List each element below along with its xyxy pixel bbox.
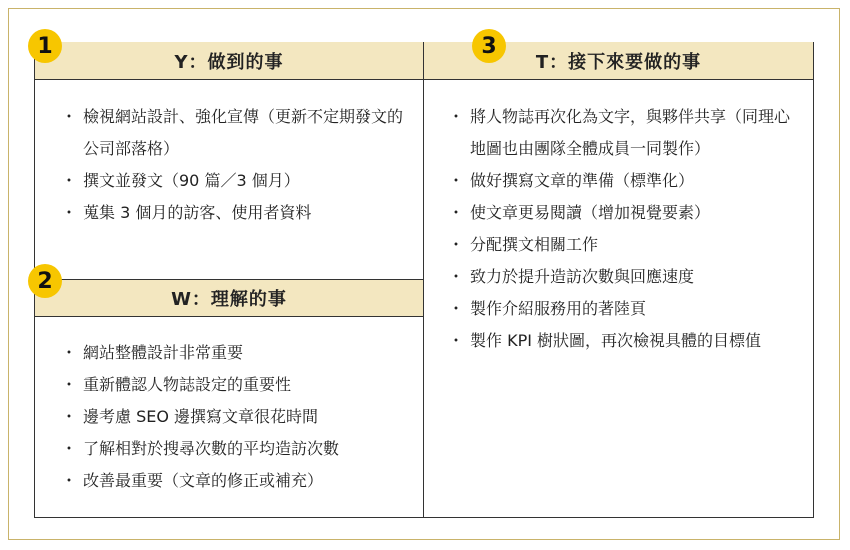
list-item: ・ 製作 KPI 樹狀圖，再次檢視具體的目標值 xyxy=(452,325,797,357)
list-item: ・ 邊考慮 SEO 邊撰寫文章很花時間 xyxy=(65,401,410,433)
t-items-list xyxy=(452,101,797,357)
y-number-badge: 1 xyxy=(28,29,62,63)
t-number-badge: 3 xyxy=(472,29,506,63)
list-item: ・ 網站整體設計非常重要 xyxy=(65,337,410,369)
column-divider xyxy=(423,42,424,518)
list-item: ・ 將人物誌再次化為文字，與夥伴共享（同理心地圖也由團隊全體成員一同製作） xyxy=(452,101,797,165)
y-items-list xyxy=(65,101,410,229)
list-item: ・ 使文章更易閱讀（增加視覺要素） xyxy=(452,197,797,229)
w-section-header: W：理解的事 xyxy=(35,279,423,317)
list-item: ・ 檢視網站設計、強化宣傳（更新不定期發文的公司部落格） xyxy=(65,101,410,165)
w-number-badge: 2 xyxy=(28,264,62,298)
list-item: ・ 撰文並發文（90 篇／3 個月） xyxy=(65,165,410,197)
list-item: ・ 致力於提升造訪次數與回應速度 xyxy=(452,261,797,293)
list-item: ・ 了解相對於搜尋次數的平均造訪次數 xyxy=(65,433,410,465)
list-item: ・ 重新體認人物誌設定的重要性 xyxy=(65,369,410,401)
list-item: ・ 製作介紹服務用的著陸頁 xyxy=(452,293,797,325)
list-item: ・ 改善最重要（文章的修正或補充） xyxy=(65,465,410,497)
list-item: ・ 分配撰文相關工作 xyxy=(452,229,797,261)
list-item: ・ 蒐集 3 個月的訪客、使用者資料 xyxy=(65,197,410,229)
list-item: ・ 做好撰寫文章的準備（標準化） xyxy=(452,165,797,197)
w-items-list xyxy=(65,337,410,497)
y-section-header: Y：做到的事 xyxy=(35,42,423,80)
t-section-header: T：接下來要做的事 xyxy=(424,42,813,80)
